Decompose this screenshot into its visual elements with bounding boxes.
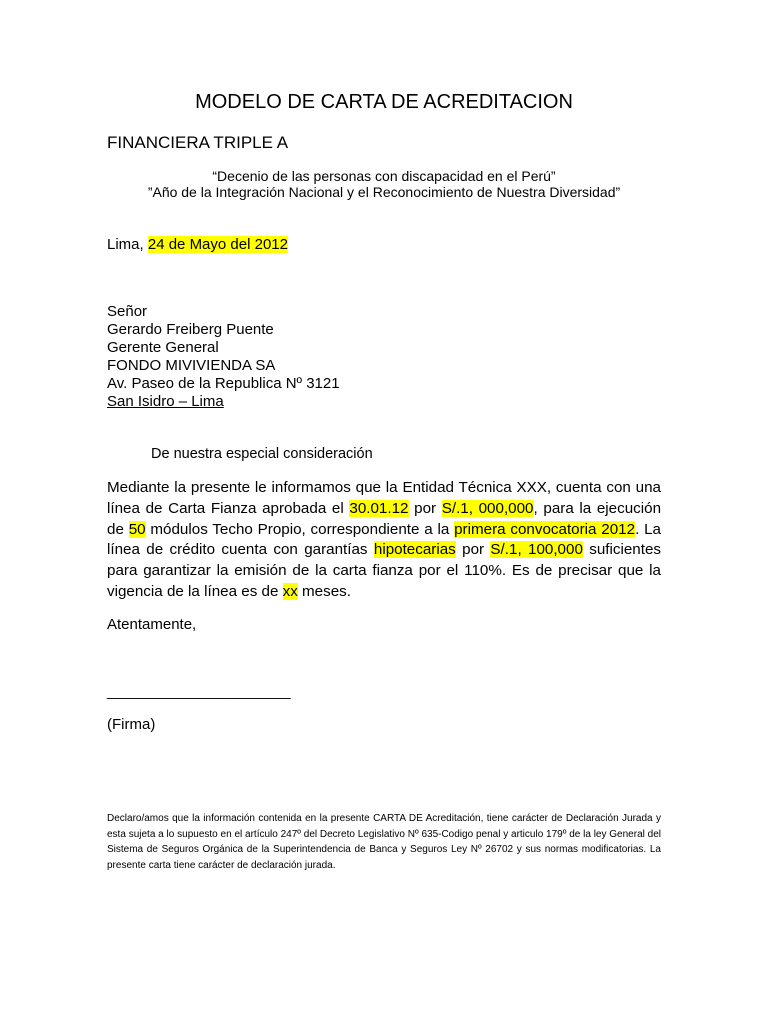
highlight-months: xx — [282, 582, 298, 600]
place-prefix: Lima, — [107, 236, 148, 253]
body-text: Mediante la presente le informamos que la Entidad Técnica XXX, cuenta con una línea de Carta Fianza aprobada el — [107, 479, 661, 517]
document-title: MODELO DE CARTA DE ACREDITACION — [195, 91, 573, 113]
body-text: meses. — [297, 582, 351, 600]
company-name: FINANCIERA TRIPLE A — [107, 133, 289, 152]
signature-label: (Firma) — [107, 716, 156, 733]
closing: Atentamente, — [107, 616, 197, 633]
recipient-address: Av. Paseo de la Republica Nº 3121 — [107, 375, 340, 392]
body-text: , para la ejecución de — [107, 499, 662, 538]
letter-date: 24 de Mayo del 2012 — [147, 236, 288, 253]
recipient-city: San Isidro – Lima — [107, 393, 224, 410]
signature-line: ______________________ — [107, 683, 291, 700]
highlight-approval-date: 30.01.12 — [349, 499, 409, 517]
recipient-salutation: Señor — [107, 303, 148, 320]
recipient-name: Gerardo Freiberg Puente — [107, 321, 274, 338]
highlight-guarantee-amount: S/.1, 100,000 — [490, 541, 583, 559]
motto-line-2: ”Año de la Integración Nacional y el Reconocimiento de Nuestra Diversidad” — [147, 184, 621, 200]
greeting: De nuestra especial consideración — [151, 446, 373, 462]
highlight-convocatoria: primera convocatoria 2012 — [454, 520, 636, 538]
body-text: por — [455, 541, 491, 559]
body-text: módulos Techo Propio, correspondiente a la — [145, 520, 455, 538]
body-paragraph — [107, 478, 661, 603]
place-date-line — [107, 236, 288, 253]
recipient-position: Gerente General — [107, 339, 219, 356]
highlight-modules-count: 50 — [128, 520, 146, 538]
highlight-amount: S/.1, 000,000 — [441, 499, 534, 517]
body-text: suficientes para garantizar la emisión de la carta fianza por el 110%. Es de precisar que la vigencia de la línea es de — [107, 541, 662, 600]
body-text: por — [408, 499, 442, 517]
legal-declaration: Declaro/amos que la información contenida en la presente CARTA DE Acreditación, tiene carácter de Declaración Jurada y esta sujeta a lo supuesto en el artículo 247º del Decreto Legislativo Nº 635-Codigo penal y articulo 179º de la ley General del Sistema de Seguros Orgánica de la Superintendencia de Banca y Seguros Ley Nº 26702 y sus normas modificatorias. La presente carta tiene carácter de declaración jurada. — [107, 813, 661, 871]
motto-line-1: “Decenio de las personas con discapacidad en el Perú” — [212, 168, 556, 184]
recipient-organization: FONDO MIVIVIENDA SA — [107, 357, 276, 374]
highlight-guarantee-type: hipotecarias — [373, 541, 456, 559]
body-text: . La línea de crédito cuenta con garantías — [107, 520, 661, 559]
